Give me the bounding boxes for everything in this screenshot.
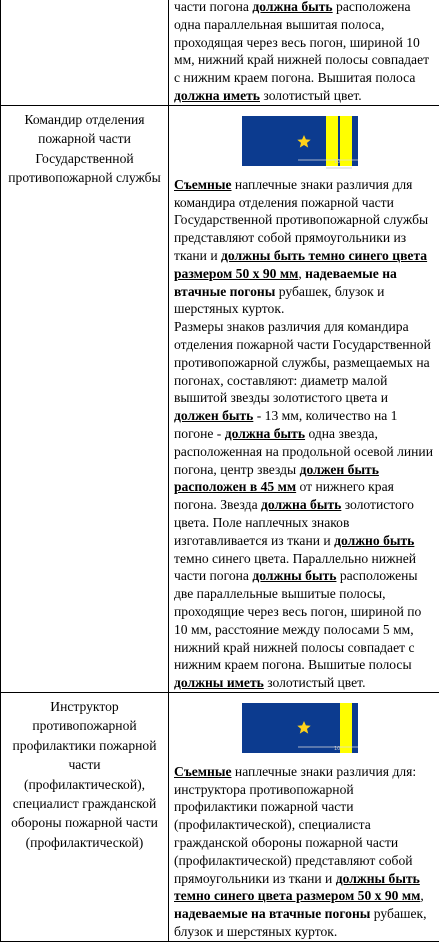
description-paragraph: части погона должна быть расположена одна параллельная вышитая полоса, проходящая через весь погон, шириной 10 мм, нижний край нижней полосы совпадает с нижним краем погона. Вышитая полоса должна иметь золотистый цвет. (174, 0, 435, 105)
description-cell (169, 0, 439, 105)
description-paragraph: Размеры знаков различия для командира отделения пожарной части Государственной противопожарной службы, размещаемых на погонах, составляют: диаметр малой вышитой звезды золотистого цвета и должен быть - 13 мм, количество на 1 погоне - должна быть одна звезда, расположенная на продольной осевой линии погона, центр звезды должен быть расположен в 45 мм от нижнего края погона. Звезда должна быть золотистого цвета. Поле наплечных знаков изготавливается из ткани и должно быть темно синего цвета. Параллельно нижней части погона должны быть расположены две параллельные вышитые полосы, проходящие через весь погон, шириной по 10 мм, расстояние между полосами 5 мм, нижний край нижней полосы совпадает с нижним краем погона. Вышитые полосы должны иметь золотистый цвет. (174, 318, 435, 692)
table-row (1, 0, 439, 105)
svg-text:10: 10 (334, 159, 340, 165)
position-title: Инструктор противопожарной профилактики пожарной части (профилактической), специалист гражданской обороны пожарной части (профилактической) (11, 699, 158, 850)
table-row (1, 105, 439, 692)
description-paragraph: Съемные наплечные знаки различия для командира отделения пожарной части Государственной противопожарной службы представляют собой прямоугольники из ткани и должны быть темно синего цвета размером 50 х 90 мм, надеваемые на втачные погоны рубашек, блузок и шерстяных курток. (174, 176, 435, 318)
position-cell (1, 0, 169, 105)
position-cell (1, 692, 169, 941)
svg-text:10: 10 (334, 746, 340, 752)
shoulder-badge-diagram (174, 693, 436, 763)
badge-image (174, 106, 435, 176)
table-row (1, 692, 439, 941)
description-cell (169, 692, 439, 941)
position-title: Командир отделения пожарной части Государственной противопожарной службы (8, 112, 160, 185)
position-cell (1, 105, 169, 692)
description-paragraph: Съемные наплечные знаки различия для: инструктора противопожарной профилактики пожарной части (профилактической), специалиста гражданской обороны пожарной части (профилактической) представляют собой прямоугольники из ткани и должны быть темно синего цвета размером 50 х 90 мм, надеваемые на втачные погоны рубашек, блузок и шерстяных курток. (174, 763, 435, 941)
description-cell (169, 105, 439, 692)
badge-image (174, 693, 435, 763)
shoulder-badge-diagram (174, 106, 436, 176)
